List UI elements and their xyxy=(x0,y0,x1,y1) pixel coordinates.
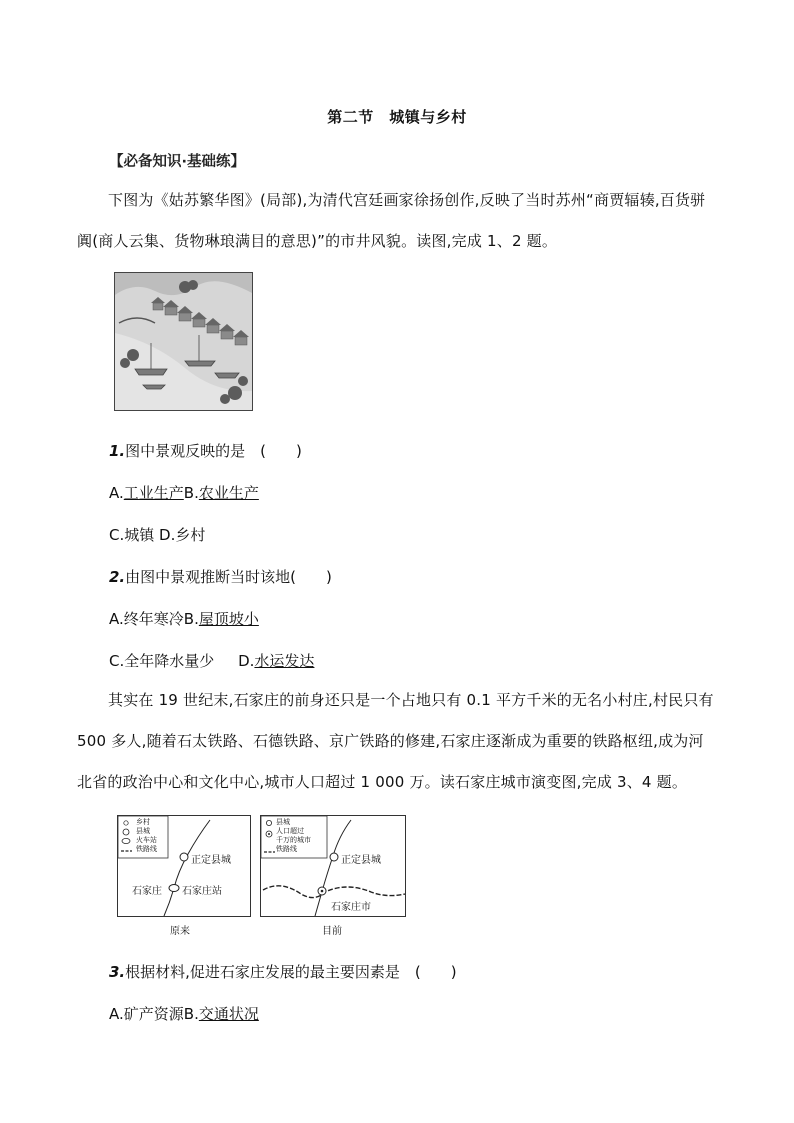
option-a-label: A. xyxy=(109,484,124,502)
option-b: 交通状况 xyxy=(198,1005,259,1023)
option-b-label: B. xyxy=(183,484,199,502)
label-zhengding: 正定县城 xyxy=(191,855,231,866)
legend-village: 乡村 xyxy=(136,818,150,826)
legend-labels xyxy=(276,818,311,854)
legend-county: 县城 xyxy=(136,827,150,835)
label-shijiazhuang-village: 石家庄 xyxy=(132,886,162,897)
question-3 xyxy=(109,961,457,982)
label-shijiazhuang-city: 石家庄市 xyxy=(331,902,371,913)
question-number: 1. xyxy=(109,442,126,460)
question-stem: 由图中景观推断当时该地( ) xyxy=(125,568,332,586)
section-heading: 【必备知识·基础练】 xyxy=(109,154,246,170)
option-d: 水运发达 xyxy=(254,652,315,670)
intro-paragraph: 下图为《姑苏繁华图》(局部),为清代宫廷画家徐扬创作,反映了当时苏州“商贾辐辏,百货骈阗(商人云集、货物琳琅满目的意思)”的市井风貌。读图,完成 1、2 题。 xyxy=(77,191,706,250)
option-a: A.终年寒冷 xyxy=(109,610,184,628)
label-zhengding: 正定县城 xyxy=(341,855,381,866)
legend-big-city-2: 千万的城市 xyxy=(276,836,311,844)
question-number: 2. xyxy=(109,568,126,586)
question-2 xyxy=(109,566,332,587)
option-b: 农业生产 xyxy=(198,484,259,502)
question-2-options-cd xyxy=(109,650,314,671)
option-d: D.乡村 xyxy=(159,526,206,544)
map-current xyxy=(260,815,406,917)
question-number: 3. xyxy=(109,963,126,981)
question-1-options-ab xyxy=(109,482,259,503)
option-a: A.矿产资源 xyxy=(109,1005,184,1023)
shijiazhuang-paragraph: 其实在 19 世纪末,石家庄的前身还只是一个占地只有 0.1 平方千米的无名小村庄,村民只有 500 多人,随着石太铁路、石德铁路、京广铁路的修建,石家庄逐渐成为重要的铁路枢纽,成为河北省的政治中心和文化中心,城市人口超过 1 000 万。读石家庄城市演变图,完成 3、4 题。 xyxy=(77,691,714,791)
question-3-options-ab xyxy=(109,1003,259,1024)
legend-labels xyxy=(136,818,157,854)
map-current-caption: 目前 xyxy=(322,926,342,937)
option-b-label: B. xyxy=(183,1005,199,1023)
question-stem: 图中景观反映的是 ( ) xyxy=(125,442,302,460)
map-original xyxy=(117,815,251,917)
question-stem: 根据材料,促进石家庄发展的最主要因素是 ( ) xyxy=(125,963,457,981)
label-shijiazhuang-station: 石家庄站 xyxy=(182,886,222,897)
option-c: C.全年降水量少 xyxy=(109,652,215,670)
painting-illustration xyxy=(115,273,252,410)
question-1 xyxy=(109,440,302,461)
question-1-options-cd xyxy=(109,524,205,545)
option-c: C.城镇 xyxy=(109,526,155,544)
option-d-label: D. xyxy=(238,652,255,670)
legend-railway: 铁路线 xyxy=(276,845,297,853)
map-original-caption: 原来 xyxy=(170,926,190,937)
option-b-label: B. xyxy=(183,610,199,628)
option-b: 屋顶坡小 xyxy=(198,610,259,628)
page-title: 第二节 城镇与乡村 xyxy=(327,108,467,126)
option-a: 工业生产 xyxy=(123,484,184,502)
painting-image xyxy=(114,272,253,411)
question-2-options-ab xyxy=(109,608,259,629)
legend-county: 县城 xyxy=(276,818,290,826)
legend-station: 火车站 xyxy=(136,836,157,844)
legend-railway: 铁路线 xyxy=(136,845,157,853)
legend-big-city-1: 人口超过 xyxy=(276,827,304,835)
